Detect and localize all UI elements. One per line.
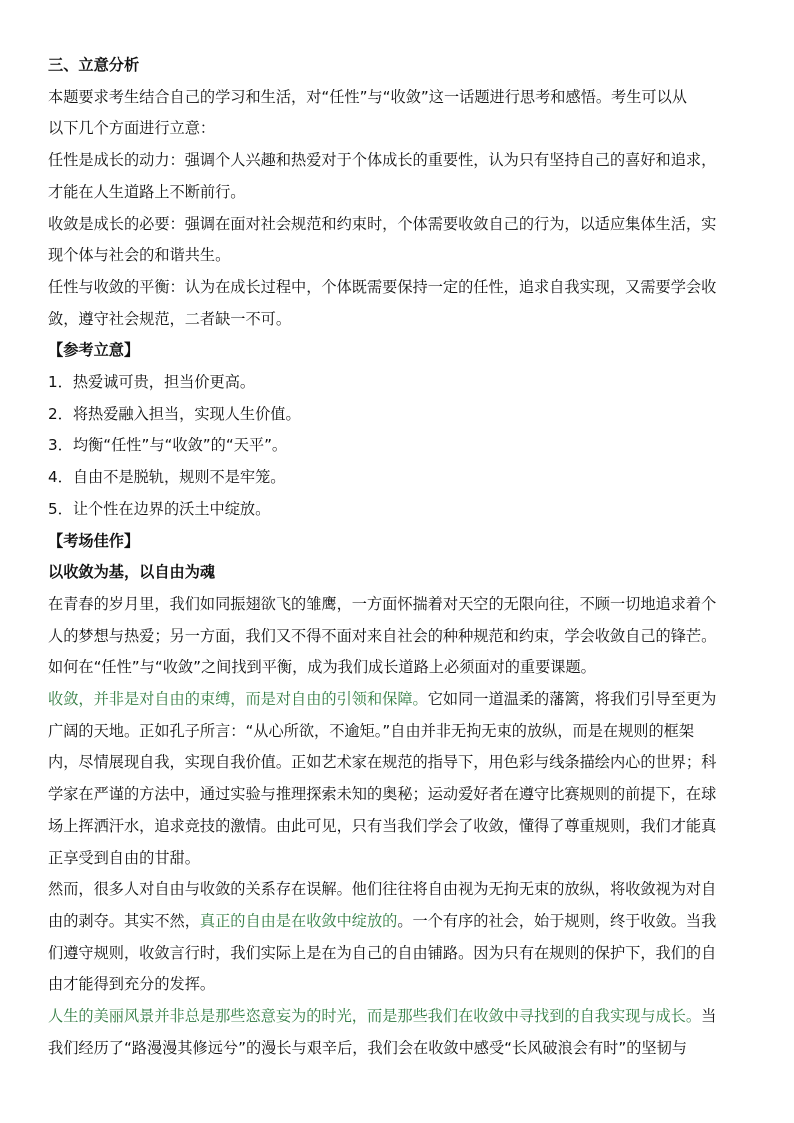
essay-heading: 【考场佳作】	[48, 531, 140, 550]
paragraph-line: 现个体与社会的和谐共生。	[48, 246, 231, 265]
highlighted-sentence: 真正的自由是在收敛中绽放的	[199, 911, 398, 930]
paragraph-line: 场上挥洒汗水，追求竞技的激情。由此可见，只有当我们学会了收敛，懂得了尊重规则，我们才能真	[48, 816, 717, 835]
paragraph-line: 如何在“任性”与“收敛”之间找到平衡，成为我们成长道路上必须面对的重要课题。	[48, 658, 596, 677]
essay-title: 以收敛为基，以自由为魂	[48, 563, 216, 582]
paragraph-line	[48, 906, 758, 938]
paragraph-line: 内，尽情展现自我，实现自我价值。正如艺术家在规范的指导下，用色彩与线条描绘内心的世界；科	[48, 753, 717, 772]
sentence-text: 由的剥夺。其实不然，	[48, 911, 200, 930]
paragraph-line: 收敛是成长的必要：强调在面对社会规范和约束时，个体需要收敛自己的行为，以适应集体生活，实	[48, 214, 717, 233]
list-item: 4．自由不是脱轨，规则不是牢笼。	[48, 468, 286, 487]
paragraph-line: 敛，遵守社会规范，二者缺一不可。	[48, 309, 291, 328]
paragraph-line: 然而，很多人对自由与收敛的关系存在误解。他们往往将自由视为无拘无束的放纵，将收敛视为对自	[48, 880, 717, 899]
reference-heading: 【参考立意】	[48, 341, 140, 360]
paragraph-line	[48, 1001, 758, 1033]
list-item: 5．让个性在边界的沃土中绽放。	[48, 499, 271, 518]
sentence-text: 它如同一道温柔的藩篱，将我们引导至更为	[427, 690, 717, 709]
paragraph-line: 人的梦想与热爱；另一方面，我们又不得不面对来自社会的种种规范和约束，学会收敛自己的锋芒。	[48, 626, 717, 645]
paragraph-line: 以下几个方面进行立意：	[48, 119, 216, 138]
highlighted-sentence: 收敛，并非是对自由的束缚，而是对自由的引领和保障。	[48, 690, 428, 709]
paragraph-line: 在青春的岁月里，我们如同振翅欲飞的雏鹰，一方面怀揣着对天空的无限向往，不顾一切地追求着个	[48, 594, 717, 613]
section-heading: 三、立意分析	[48, 56, 140, 74]
paragraph-line	[48, 684, 758, 716]
sentence-text: 当	[701, 1007, 717, 1026]
paragraph-line: 我们经历了“路漫漫其修远兮”的漫长与艰辛后，我们会在收敛中感受“长风破浪会有时”的坚韧与	[48, 1038, 687, 1057]
paragraph-line: 才能在人生道路上不断前行。	[48, 182, 246, 201]
paragraph-line: 任性是成长的动力：强调个人兴趣和热爱对于个体成长的重要性，认为只有坚持自己的喜好和追求，	[48, 151, 717, 170]
list-item: 3．均衡“任性”与“收敛”的“天平”。	[48, 436, 288, 455]
paragraph-line: 正享受到自由的甘甜。	[48, 848, 200, 867]
paragraph-line: 本题要求考生结合自己的学习和生活，对“任性”与“收敛”这一话题进行思考和感悟。考生可以从	[48, 87, 687, 106]
sentence-text: 。一个有序的社会，始于规则，终于收敛。当我	[397, 911, 717, 930]
list-item: 1．热爱诚可贵，担当价更高。	[48, 373, 256, 392]
document-page	[48, 50, 758, 1065]
highlighted-sentence: 人生的美丽风景并非总是那些恣意妄为的时光，而是那些我们在收敛中寻找到的自我实现与成长。	[48, 1007, 702, 1026]
list-item: 2．将热爱融入担当，实现人生价值。	[48, 404, 301, 423]
paragraph-line: 广阔的天地。正如孔子所言：“从心所欲，不逾矩。”自由并非无拘无束的放纵，而是在规则的框架	[48, 721, 695, 740]
paragraph-line: 任性与收敛的平衡：认为在成长过程中，个体既需要保持一定的任性，追求自我实现，又需要学会收	[48, 277, 717, 296]
paragraph-line: 们遵守规则，收敛言行时，我们实际上是在为自己的自由铺路。因为只有在规则的保护下，我们的自	[48, 943, 717, 962]
paragraph-line: 由才能得到充分的发挥。	[48, 975, 216, 994]
paragraph-line: 学家在严谨的方法中，通过实验与推理探索未知的奥秘；运动爱好者在遵守比赛规则的前提下，在球	[48, 785, 717, 804]
